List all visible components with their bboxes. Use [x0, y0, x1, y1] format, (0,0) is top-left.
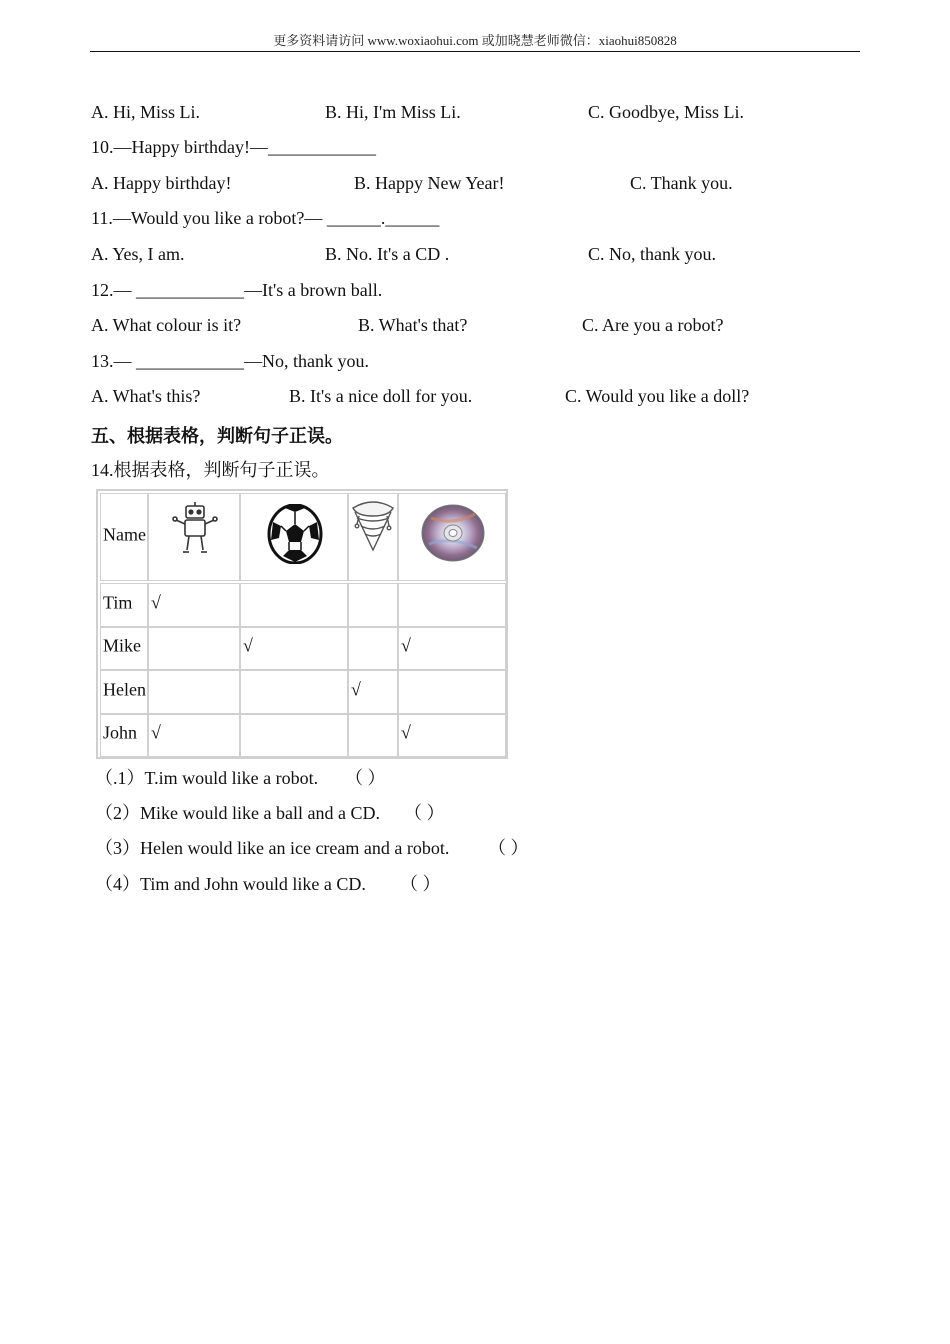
q11-option-c: C. No, thank you. — [588, 244, 716, 264]
football-icon — [267, 504, 323, 564]
statement-1-answer-blank[interactable]: （ ） — [345, 768, 386, 788]
q11-option-a: A. Yes, I am. — [91, 244, 185, 264]
table-row-name: Mike — [103, 635, 141, 656]
statement-3: （3）Helen would like an ice cream and a robot. — [95, 838, 450, 858]
table-row-name-cell — [100, 670, 148, 714]
q10-option-b: B. Happy New Year! — [354, 173, 505, 193]
q11-option-b: B. No. It's a CD . — [325, 244, 450, 264]
table-header-name-cell — [100, 493, 148, 581]
table-check-cell — [398, 714, 506, 758]
statement-1: （.1）T.im would like a robot. — [95, 768, 319, 788]
statement-4-answer-blank[interactable]: （ ） — [400, 874, 441, 894]
q12-option-b: B. What's that? — [358, 315, 468, 335]
table-header-ball-cell — [240, 493, 348, 581]
table-check-cell — [348, 670, 398, 714]
table-check-cell — [240, 627, 348, 671]
statement-2-answer-blank[interactable]: （ ） — [404, 803, 445, 823]
check-mark: √ — [401, 722, 411, 743]
q10-option-c: C. Thank you. — [630, 173, 733, 193]
q12-stem: 12.— ____________—It's a brown ball. — [91, 280, 383, 300]
q10-stem: 10.—Happy birthday!—____________ — [91, 137, 376, 157]
q13-stem: 13.— ____________—No, thank you. — [91, 351, 369, 371]
table-check-cell — [398, 583, 506, 627]
table-check-cell — [348, 714, 398, 758]
q11-stem: 11.—Would you like a robot?— ______.______ — [91, 208, 440, 228]
table-check-cell — [348, 583, 398, 627]
check-mark: √ — [401, 635, 411, 656]
table-check-cell — [148, 670, 240, 714]
ice-cream-icon — [349, 500, 397, 556]
q9-option-c: C. Goodbye, Miss Li. — [588, 102, 745, 122]
table-check-cell — [398, 627, 506, 671]
q13-option-c: C. Would you like a doll? — [565, 386, 750, 406]
statement-4: （4）Tim and John would like a CD. — [95, 874, 366, 894]
table-check-cell — [240, 714, 348, 758]
table-check-cell — [240, 670, 348, 714]
robot-icon — [171, 502, 219, 556]
table-check-cell — [348, 627, 398, 671]
check-mark: √ — [151, 722, 161, 743]
statement-3-answer-blank[interactable]: （ ） — [488, 838, 529, 858]
check-mark: √ — [151, 592, 161, 613]
table-check-cell — [148, 714, 240, 758]
table-row-name: John — [103, 722, 138, 743]
section-heading: 五、根据表格，判断句子正误。 — [91, 426, 343, 446]
table-check-cell — [148, 627, 240, 671]
table-row-name-cell — [100, 714, 148, 758]
q10-option-a: A. Happy birthday! — [91, 173, 232, 193]
table-check-cell — [398, 670, 506, 714]
check-mark: √ — [243, 635, 253, 656]
table-header-name: Name — [103, 524, 146, 545]
table-row-name-cell — [100, 583, 148, 627]
table-check-cell — [148, 583, 240, 627]
table-check-cell — [240, 583, 348, 627]
q12-option-c: C. Are you a robot? — [582, 315, 724, 335]
table-header-icecream-cell — [348, 493, 398, 581]
q14-stem: 14.根据表格，判断句子正误。 — [91, 460, 330, 480]
judgement-table — [96, 489, 508, 759]
q9-option-b: B. Hi, I'm Miss Li. — [325, 102, 461, 122]
q9-option-a: A. Hi, Miss Li. — [91, 102, 201, 122]
q12-option-a: A. What colour is it? — [91, 315, 242, 335]
table-row-name-cell — [100, 627, 148, 671]
q13-option-a: A. What's this? — [91, 386, 201, 406]
q13-option-b: B. It's a nice doll for you. — [289, 386, 473, 406]
table-header-cd-cell — [398, 493, 506, 581]
table-row-name: Tim — [103, 592, 133, 613]
check-mark: √ — [351, 679, 361, 700]
page-header: 更多资料请访问 www.woxiaohui.com 或加晓慧老师微信：xiaohui850828 — [90, 30, 860, 52]
statement-2: （2）Mike would like a ball and a CD. — [95, 803, 380, 823]
table-header-robot-cell — [148, 493, 240, 581]
cd-icon — [421, 504, 485, 562]
table-row-name: Helen — [103, 679, 146, 700]
